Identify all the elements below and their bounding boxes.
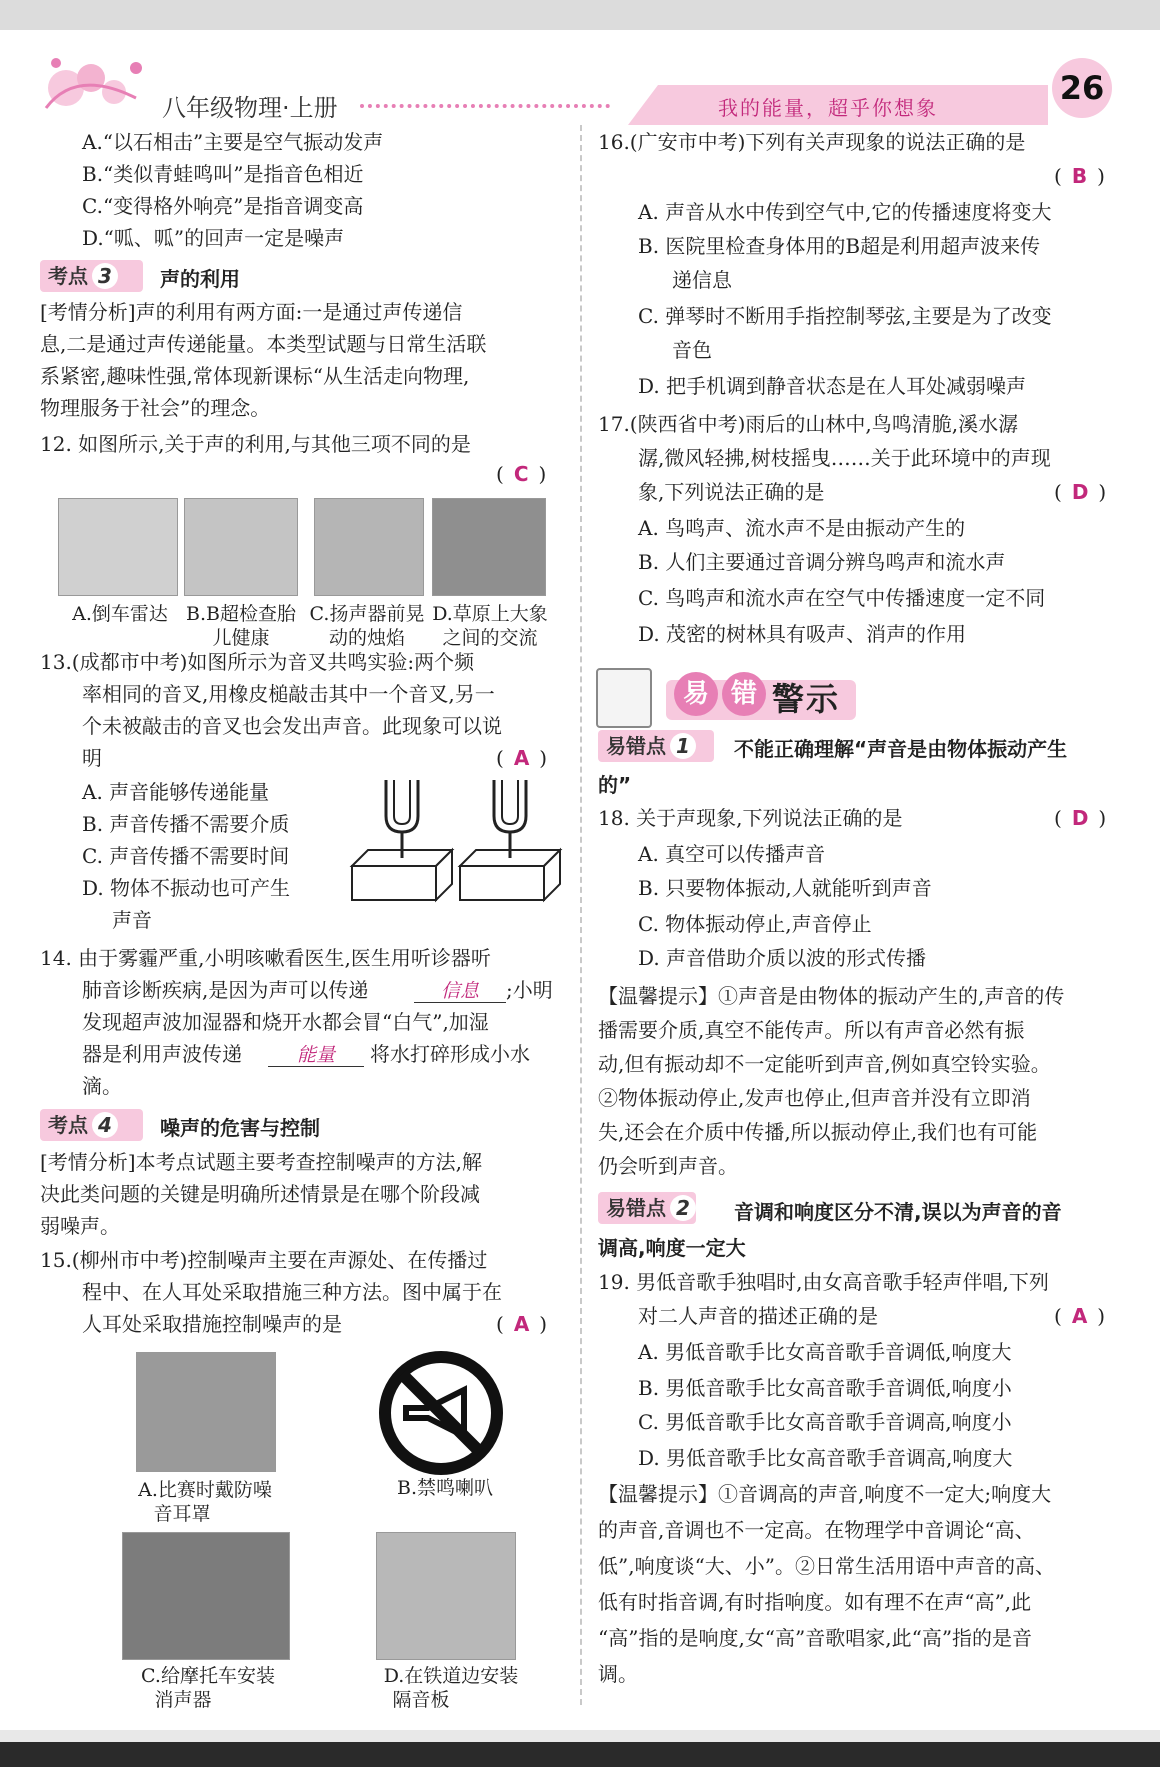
ear-muffs-image: [136, 1352, 276, 1472]
q19-answer: ( A ): [1054, 1304, 1106, 1328]
q12-caption-a: A.倒车雷达: [72, 603, 168, 625]
page-number: 26: [1052, 58, 1112, 118]
ep2-badge: [598, 1192, 696, 1224]
q13-option: C. 声音传播不需要时间: [82, 844, 290, 868]
q16-option-cont: 音色: [672, 338, 712, 362]
q14-line: 将水打碎形成小水: [370, 1042, 530, 1066]
q18-option: B. 只要物体振动,人就能听到声音: [638, 876, 932, 900]
tuning-fork-diagram: [348, 776, 564, 906]
tip2-line: 低”,响度谈“大、小”。②日常生活用语中声音的高、: [598, 1554, 1056, 1578]
q15-line: 程中、在人耳处采取措施三种方法。图中属于在: [82, 1280, 502, 1304]
q15-answer: ( A ): [496, 1312, 548, 1336]
q16-answer-letter: B: [1071, 164, 1088, 188]
q15-caption-a2: 音耳罩: [153, 1503, 211, 1525]
b-ultrasound-image: [184, 498, 298, 596]
kp4-analysis-line: 弱噪声。: [40, 1214, 120, 1238]
q13-line: 明: [82, 746, 102, 770]
q15-caption-c2: 消声器: [154, 1689, 212, 1711]
ep2-number: 2: [670, 1195, 696, 1221]
bottom-strip: [0, 1730, 1160, 1742]
q12-caption-b2: 儿健康: [212, 627, 270, 649]
q13-answer: ( A ): [496, 746, 548, 770]
q14-line: ;小明: [506, 978, 553, 1002]
q14-line: 滴。: [82, 1074, 122, 1098]
q17-option: B. 人们主要通过音调分辨鸟鸣声和流水声: [638, 550, 1006, 574]
q13-option: A. 声音能够传递能量: [82, 780, 270, 804]
kp3-analysis-line: [考情分析]声的利用有两方面:一是通过声传递信: [40, 300, 463, 324]
q16-stem: 16.(广安市中考)下列有关声现象的说法正确的是: [598, 130, 1026, 154]
sound-barrier-image: [376, 1532, 516, 1660]
ep1-number: 1: [670, 733, 696, 759]
q17-line: 17.(陕西省中考)雨后的山林中,鸟鸣清脆,溪水潺: [598, 412, 1019, 436]
header-slogan: 我的能量，超乎你想象: [718, 96, 938, 120]
ep1-label: 易错点: [606, 734, 666, 758]
q12-answer-letter: C: [513, 462, 529, 486]
q18-option: D. 声音借助介质以波的形式传播: [638, 946, 927, 970]
kp3-analysis-line: 系紧密,趣味性强,常体现新课标“从生活走向物理,: [40, 364, 470, 388]
bottom-bar: [0, 1730, 1160, 1767]
q12-stem: 12. 如图所示,关于声的利用,与其他三项不同的是: [40, 432, 471, 456]
q17-answer-letter: D: [1071, 480, 1089, 504]
q19-option: B. 男低音歌手比女高音歌手音调低,响度小: [638, 1376, 1012, 1400]
kp3-number: 3: [92, 263, 118, 289]
q19-option: D. 男低音歌手比女高音歌手音调高,响度大: [638, 1446, 1013, 1470]
flower-ornament-icon: [36, 48, 156, 128]
warning-char-2: 错: [722, 672, 766, 716]
q14-line: 肺音诊断疾病,是因为声可以传递: [82, 978, 369, 1002]
tip1-line: 播需要介质,真空不能传声。所以有声音必然有振: [598, 1018, 1025, 1042]
tip2-line: 低有时指音调,有时指响度。如有理不在声“高”,此: [598, 1590, 1032, 1614]
q13-line: 个未被敲击的音叉也会发出声音。此现象可以说: [82, 714, 502, 738]
q12-caption-c: C.扬声器前晃: [309, 603, 425, 625]
kp3-analysis-line: 息,二是通过声传递能量。本类型试题与日常生活联: [40, 332, 487, 356]
top-bar: [0, 0, 1160, 30]
ep1-title: 不能正确理解“声音是由物体振动产生: [734, 737, 1068, 761]
warning-char-1: 易: [674, 672, 718, 716]
q18-option: A. 真空可以传播声音: [638, 842, 826, 866]
q19-option: C. 男低音歌手比女高音歌手音调高,响度小: [638, 1410, 1012, 1434]
q18-answer-letter: D: [1071, 806, 1089, 830]
q12-caption-d: D.草原上大象: [432, 603, 548, 625]
kp4-analysis-line: [考情分析]本考点试题主要考查控制噪声的方法,解: [40, 1150, 482, 1174]
tip1-line: ②物体振动停止,发声也停止,但声音并没有立即消: [598, 1086, 1031, 1110]
error-warning-banner: [596, 668, 856, 728]
q15-line: 人耳处采取措施控制噪声的是: [82, 1312, 342, 1336]
q14-blank-2: 能量: [268, 1040, 364, 1067]
q18-answer: ( D ): [1054, 806, 1107, 830]
q13-answer-letter: A: [513, 746, 530, 770]
q13-option: D. 物体不振动也可产生: [82, 876, 291, 900]
warning-text: 警示: [772, 680, 841, 718]
q14-blank-1: 信息: [414, 976, 506, 1003]
q13-option: B. 声音传播不需要介质: [82, 812, 290, 836]
q12-caption-b: B.B超检查胎: [186, 603, 296, 625]
tip2-line: 【温馨提示】①音调高的声音,响度不一定大;响度大: [598, 1482, 1052, 1506]
q15-caption-c: C.给摩托车安装: [141, 1665, 275, 1687]
q15-caption-a: A.比赛时戴防噪: [138, 1479, 272, 1501]
q19-line: 对二人声音的描述正确的是: [638, 1304, 878, 1328]
q11-option: B.“类似青蛙鸣叫”是指音色相近: [82, 162, 364, 186]
notebook-icon: [596, 668, 652, 728]
q17-option: A. 鸟鸣声、流水声不是由振动产生的: [638, 516, 966, 540]
q16-option-cont: 递信息: [672, 268, 732, 292]
kp3-label: 考点: [48, 264, 88, 288]
header-divider: [360, 104, 610, 108]
q19-option: A. 男低音歌手比女高音歌手音调低,响度大: [638, 1340, 1012, 1364]
q16-option: B. 医院里检查身体用的B超是利用超声波来传: [638, 234, 1041, 258]
ep2-title: 音调和响度区分不清,误以为声音的音: [734, 1200, 1062, 1224]
q16-option: A. 声音从水中传到空气中,它的传播速度将变大: [638, 200, 1052, 224]
q16-option: D. 把手机调到静音状态是在人耳处减弱噪声: [638, 374, 1027, 398]
q11-option: A.“以石相击”主要是空气振动发声: [82, 130, 384, 154]
kp3-analysis-line: 物理服务于社会”的理念。: [40, 396, 271, 420]
kp4-badge: [40, 1109, 143, 1141]
q15-caption-b: B.禁鸣喇叭: [396, 1477, 493, 1499]
kp4-analysis-line: 决此类问题的关键是明确所述情景是在哪个阶段减: [40, 1182, 480, 1206]
q13-line: 率相同的音叉,用橡皮槌敲击其中一个音叉,另一: [82, 682, 495, 706]
ep1-title-cont: 的”: [598, 773, 632, 797]
q11-option: D.“呱、呱”的回声一定是噪声: [82, 226, 345, 250]
kp4-label: 考点: [48, 1113, 88, 1137]
tip1-line: 动,但有振动却不一定能听到声音,例如真空铃实验。: [598, 1052, 1051, 1076]
q14-line: 器是利用声波传递: [82, 1042, 242, 1066]
kp4-number: 4: [92, 1112, 118, 1138]
ep2-label: 易错点: [606, 1196, 666, 1220]
q16-option: C. 弹琴时不断用手指控制琴弦,主要是为了改变: [638, 304, 1052, 328]
tip1-line: 失,还会在介质中传播,所以振动停止,我们也有可能: [598, 1120, 1038, 1144]
tip2-line: 调。: [598, 1662, 638, 1686]
q11-option: C.“变得格外响亮”是指音调变高: [82, 194, 364, 218]
q15-caption-d: D.在铁道边安装: [383, 1665, 519, 1687]
q17-line: 潺,微风轻拂,树枝摇曳……关于此环境中的声现: [638, 446, 1051, 470]
q17-answer: ( D ): [1054, 480, 1107, 504]
q13-line: 13.(成都市中考)如图所示为音叉共鸣实验:两个频: [40, 650, 475, 674]
tip2-line: 的声音,音调也不一定高。在物理学中音调论“高、: [598, 1518, 1035, 1542]
q17-option: D. 茂密的树林具有吸声、消声的作用: [638, 622, 967, 646]
kp3-badge: [40, 260, 143, 292]
tip2-line: “高”指的是响度,女“高”音歌唱家,此“高”指的是音: [598, 1626, 1033, 1650]
ep2-title-cont: 调高,响度一定大: [598, 1236, 746, 1260]
column-divider: [580, 125, 582, 1705]
q12-answer: ( C ): [496, 462, 547, 486]
elephants-image: [432, 498, 546, 596]
q12-caption-d2: 之间的交流: [442, 627, 538, 649]
tip1-line: 【温馨提示】①声音是由物体的振动产生的,声音的传: [598, 984, 1065, 1008]
kp3-title: 声的利用: [160, 267, 240, 291]
q19-line: 19. 男低音歌手独唱时,由女高音歌手轻声伴唱,下列: [598, 1270, 1049, 1294]
q14-line: 14. 由于雾霾严重,小明咳嗽看医生,医生用听诊器听: [40, 946, 491, 970]
q14-line: 发现超声波加湿器和烧开水都会冒“白气”,加湿: [82, 1010, 489, 1034]
muffler-image: [122, 1532, 290, 1660]
q18-option: C. 物体振动停止,声音停止: [638, 912, 872, 936]
q19-answer-letter: A: [1071, 1304, 1088, 1328]
kp4-title: 噪声的危害与控制: [160, 1116, 320, 1140]
speaker-candle-image: [314, 498, 424, 596]
q17-line: 象,下列说法正确的是: [638, 480, 825, 504]
q13-option-cont: 声音: [112, 908, 152, 932]
q15-answer-letter: A: [513, 1312, 530, 1336]
q15-line: 15.(柳州市中考)控制噪声主要在声源处、在传播过: [40, 1248, 488, 1272]
q16-answer: ( B ): [1054, 164, 1105, 188]
ep1-badge: [598, 730, 714, 762]
q15-caption-d2: 隔音板: [392, 1689, 450, 1711]
book-title: 八年级物理·上册: [162, 94, 338, 122]
reversing-radar-image: [58, 498, 178, 596]
q18-stem: 18. 关于声现象,下列说法正确的是: [598, 806, 903, 830]
q17-option: C. 鸟鸣声和流水声在空气中传播速度一定不同: [638, 586, 1046, 610]
q12-caption-c2: 动的烛焰: [328, 627, 405, 649]
tip1-line: 仍会听到声音。: [598, 1154, 738, 1178]
no-horn-sign-icon: [378, 1350, 504, 1476]
